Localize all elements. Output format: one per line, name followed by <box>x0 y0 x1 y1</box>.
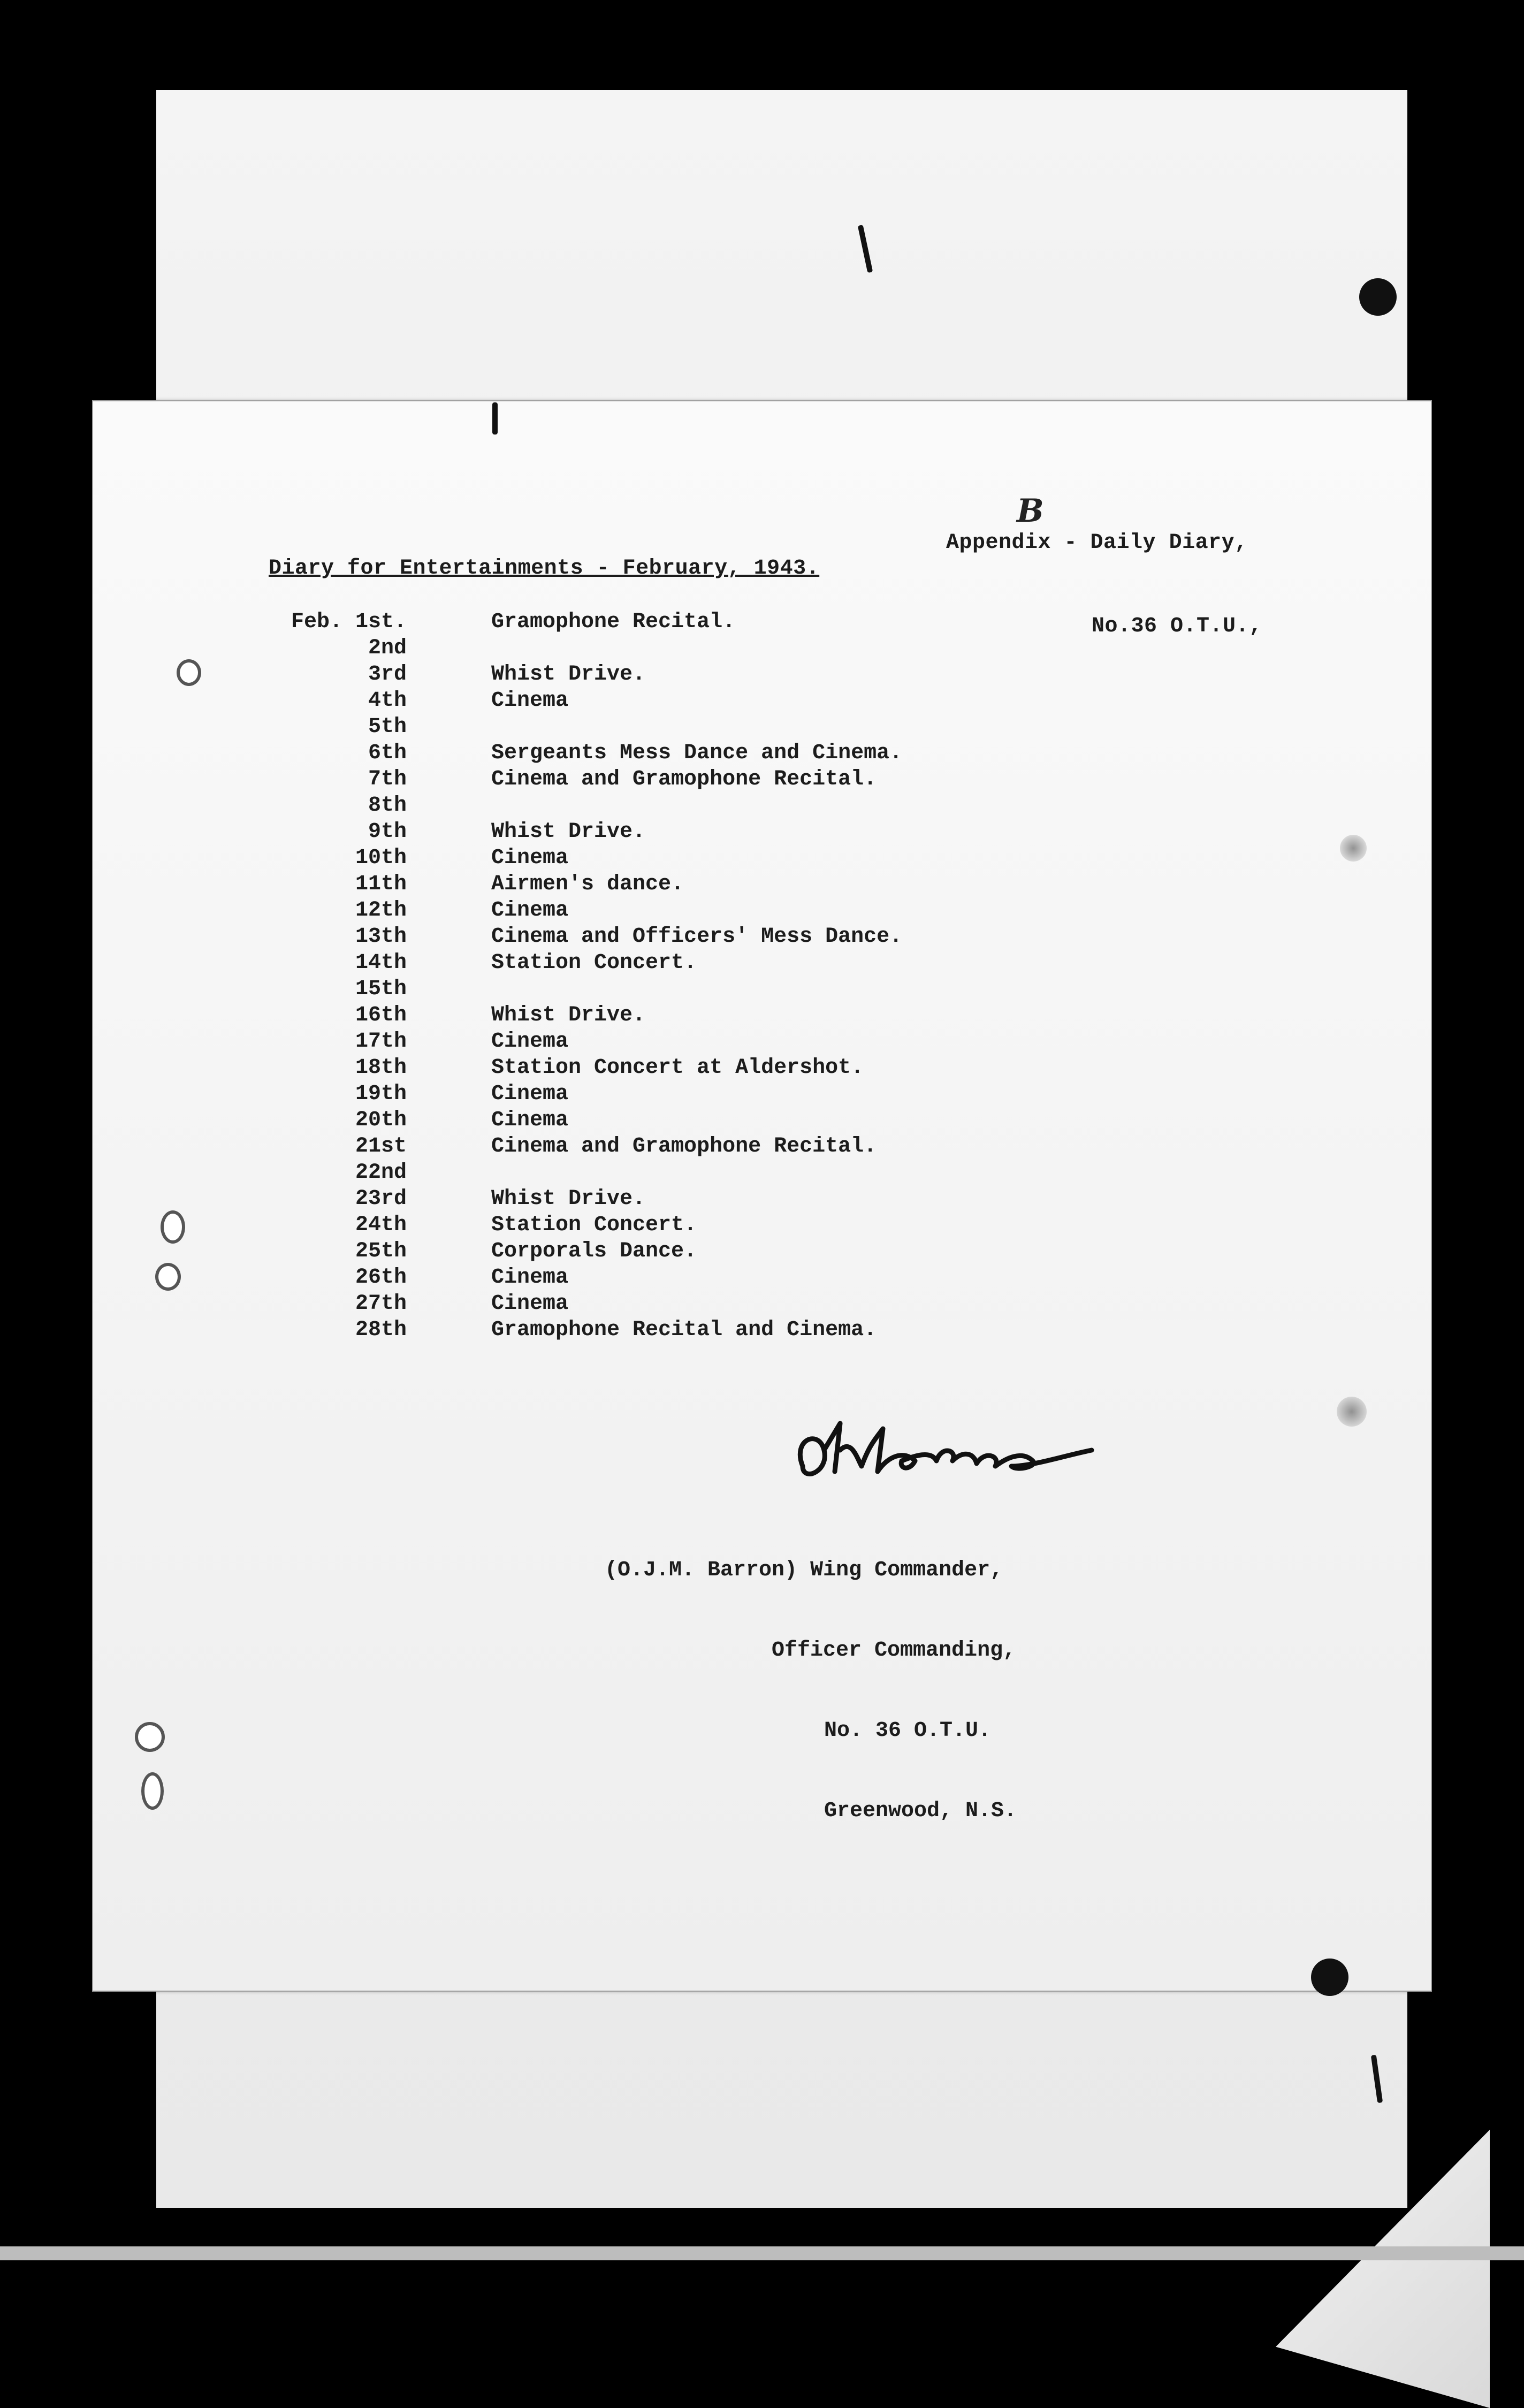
appendix-letter: B <box>1017 492 1044 530</box>
entry-event: Cinema <box>491 1108 569 1132</box>
entry-event: Whist Drive. <box>491 1003 646 1027</box>
entry-date: 8th <box>368 794 407 818</box>
entry-date: 11th <box>355 872 407 896</box>
punch-hole <box>161 1210 185 1244</box>
entry-date: 25th <box>355 1239 407 1263</box>
entry-date: 12th <box>355 898 407 923</box>
entry-event: Cinema <box>491 1266 569 1290</box>
entry-date: 9th <box>368 820 407 844</box>
entry-event: Whist Drive. <box>491 820 646 844</box>
entry-event: Cinema and Gramophone Recital. <box>491 1134 877 1159</box>
appendix-header <box>946 474 1262 668</box>
entry-date: 20th <box>355 1108 407 1132</box>
smudge <box>1337 1397 1367 1427</box>
appendix-line-1: Appendix - Daily Diary, <box>946 531 1248 555</box>
ink-blot <box>1311 1959 1348 1996</box>
entry-date: Feb. 1st. <box>291 610 407 634</box>
signatory-unit: No. 36 O.T.U. <box>824 1719 992 1743</box>
punch-hole <box>177 659 201 686</box>
entry-date: 5th <box>368 715 407 739</box>
entry-event: Cinema <box>491 846 569 870</box>
signatory-location: Greenwood, N.S. <box>824 1799 1017 1823</box>
entry-event: Cinema <box>491 689 569 713</box>
pencil-mark <box>492 402 498 435</box>
entry-date: 23rd <box>355 1187 407 1211</box>
entry-event: Cinema <box>491 898 569 923</box>
entry-date: 27th <box>355 1292 407 1316</box>
entry-date: 21st <box>355 1134 407 1159</box>
entry-date: 17th <box>355 1030 407 1054</box>
entry-date: 26th <box>355 1266 407 1290</box>
handwritten-signature <box>781 1407 1102 1504</box>
entry-event: Cinema <box>491 1030 569 1054</box>
entry-event: Cinema <box>491 1292 569 1316</box>
signatory-title: Officer Commanding, <box>772 1639 1016 1663</box>
entry-date: 6th <box>368 741 407 765</box>
entry-date: 10th <box>355 846 407 870</box>
entry-date: 16th <box>355 1003 407 1027</box>
entry-date: 4th <box>368 689 407 713</box>
entry-date: 19th <box>355 1082 407 1106</box>
entry-event: Station Concert. <box>491 951 697 975</box>
entry-date: 15th <box>355 977 407 1001</box>
entry-event: Cinema <box>491 1082 569 1106</box>
entry-date: 13th <box>355 925 407 949</box>
entry-event: Whist Drive. <box>491 662 646 687</box>
signature-block <box>605 1504 1017 1851</box>
entry-date: 22nd <box>355 1161 407 1185</box>
entry-date: 24th <box>355 1213 407 1237</box>
ink-blot <box>1359 278 1397 316</box>
entry-event: Gramophone Recital and Cinema. <box>491 1318 877 1342</box>
entry-event: Cinema and Gramophone Recital. <box>491 767 877 791</box>
page-title: Diary for Entertainments - February, 1943. <box>269 557 820 581</box>
entry-event: Station Concert. <box>491 1213 697 1237</box>
entry-date: 28th <box>355 1318 407 1342</box>
entry-date: 7th <box>368 767 407 791</box>
punch-hole <box>135 1722 165 1752</box>
entry-event: Sergeants Mess Dance and Cinema. <box>491 741 903 765</box>
entry-event: Station Concert at Aldershot. <box>491 1056 864 1080</box>
entry-event: Airmen's dance. <box>491 872 684 896</box>
entry-date: 3rd <box>368 662 407 687</box>
smudge <box>1340 835 1367 862</box>
entry-date: 14th <box>355 951 407 975</box>
punch-hole <box>155 1263 181 1291</box>
appendix-line-2: No.36 O.T.U., <box>1092 614 1262 638</box>
film-edge <box>0 2246 1524 2260</box>
punch-hole <box>141 1772 164 1810</box>
entry-date: 2nd <box>368 636 407 660</box>
signatory-name: (O.J.M. Barron) Wing Commander, <box>605 1558 1003 1582</box>
entry-event: Corporals Dance. <box>491 1239 697 1263</box>
entry-event: Whist Drive. <box>491 1187 646 1211</box>
entry-date: 18th <box>355 1056 407 1080</box>
entry-event: Gramophone Recital. <box>491 610 736 634</box>
entry-event: Cinema and Officers' Mess Dance. <box>491 925 903 949</box>
